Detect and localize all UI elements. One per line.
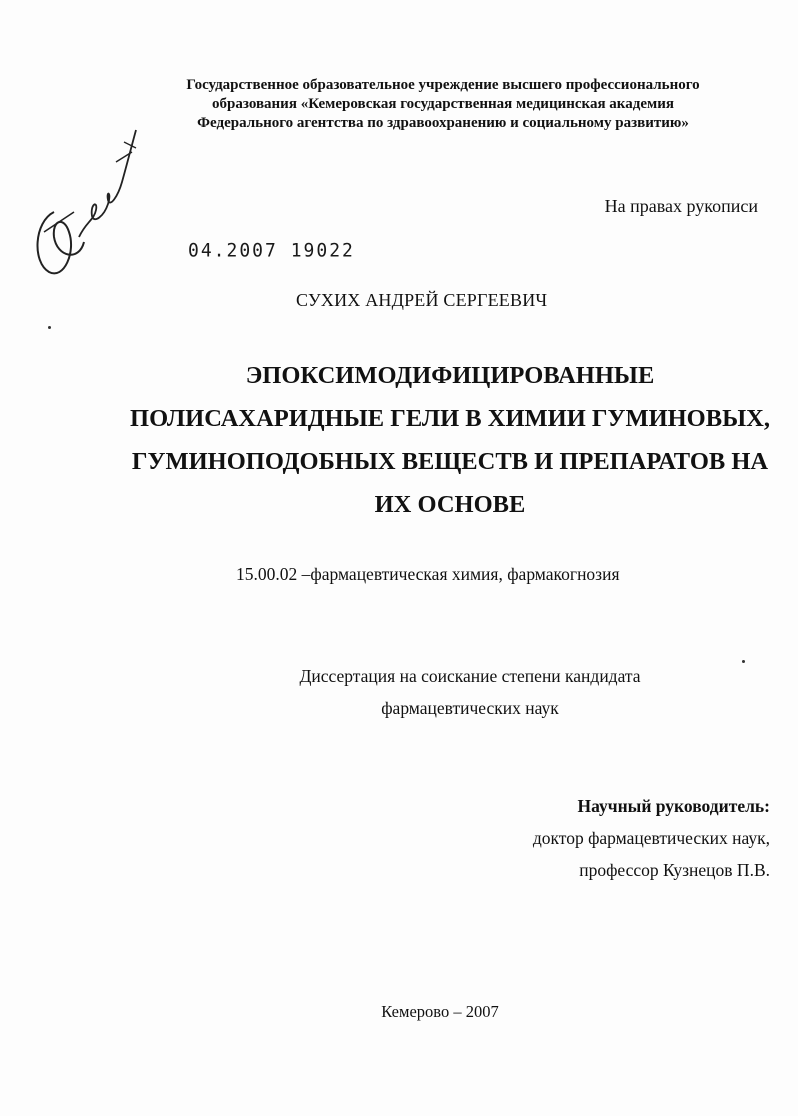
paper-speck — [742, 660, 745, 663]
degree-line-1: Диссертация на соискание степени кандидата — [299, 666, 641, 686]
city-year: Кемерово – 2007 — [381, 1002, 499, 1021]
institution-header — [130, 76, 756, 133]
institution-line-2: образования «Кемеровская государственная медицинская академия — [212, 96, 674, 112]
manuscript-note: На правах рукописи — [604, 196, 758, 216]
title-line-2: ПОЛИСАХАРИДНЫЕ ГЕЛИ В ХИМИИ ГУМИНОВЫХ, — [130, 405, 770, 432]
supervisor-heading: Научный руководитель: — [577, 796, 770, 816]
author-name: СУХИХ АНДРЕЙ СЕРГЕЕВИЧ — [296, 290, 548, 310]
paper-speck — [48, 326, 51, 329]
supervisor-degree: доктор фармацевтических наук, — [532, 828, 770, 848]
handwritten-signature — [24, 112, 154, 288]
title-line-3: ГУМИНОПОДОБНЫХ ВЕЩЕСТВ И ПРЕПАРАТОВ НА — [131, 448, 769, 475]
registration-stamp: 04.2007 19022 — [188, 239, 355, 262]
degree-line-2: фармацевтических наук — [381, 698, 559, 718]
title-line-4: ИХ ОСНОВЕ — [374, 491, 526, 518]
title-line-1: ЭПОКСИМОДИФИЦИРОВАННЫЕ — [245, 362, 655, 389]
supervisor-block — [450, 790, 770, 886]
supervisor-name: профессор Кузнецов П.В. — [579, 860, 770, 880]
dissertation-title — [110, 354, 790, 526]
institution-line-3: Федерального агентства по здравоохранению и социальному развитию» — [197, 115, 689, 131]
degree-statement — [280, 660, 660, 724]
institution-line-1: Государственное образовательное учреждение высшего профессионального — [186, 77, 700, 93]
specialty-code: 15.00.02 –фармацевтическая химия, фармакогнозия — [236, 564, 620, 584]
